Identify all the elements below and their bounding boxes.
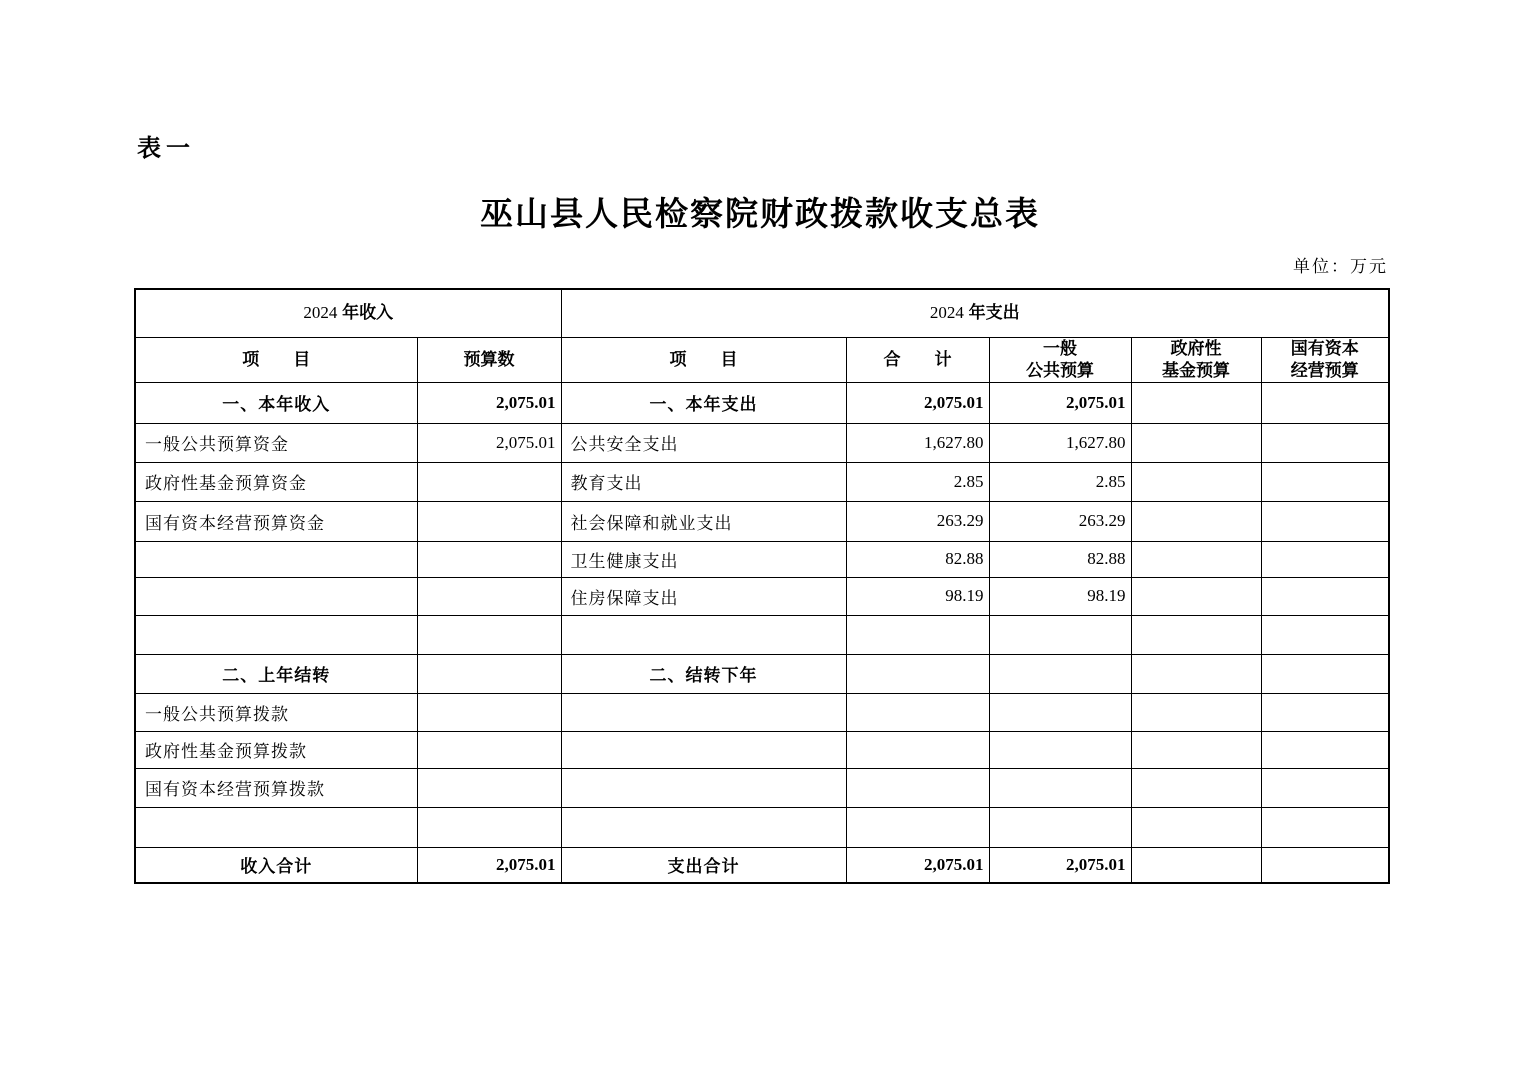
table-row [135,768,1389,807]
exp-general-cell: 2,075.01 [989,382,1131,423]
exp-item-cell: 卫生健康支出 [561,541,846,577]
col-header-income-item: 项 目 [135,337,417,382]
exp-item-cell: 二、结转下年 [561,654,846,693]
col-header-exp-state-capital [1261,337,1389,382]
table-row [135,462,1389,501]
exp-general-cell [989,654,1131,693]
income-item-cell: 一般公共预算资金 [135,423,417,462]
table-row [135,731,1389,768]
income-budget-cell [417,541,561,577]
income-item-cell: 政府性基金预算资金 [135,462,417,501]
exp-statecap-cell [1261,731,1389,768]
income-budget-cell [417,577,561,615]
table-row [135,807,1389,847]
section-header-row [135,289,1389,337]
col-header-income-budget: 预算数 [417,337,561,382]
exp-statecap-cell [1261,807,1389,847]
exp-total-cell [846,731,989,768]
exp-item-cell [561,731,846,768]
exp-item-cell [561,768,846,807]
exp-govfund-cell [1131,731,1261,768]
exp-statecap-cell [1261,423,1389,462]
exp-item-cell: 教育支出 [561,462,846,501]
exp-govfund-cell [1131,615,1261,654]
income-budget-cell [417,768,561,807]
col-header-line: 公共预算 [1026,360,1095,380]
exp-general-cell [989,693,1131,731]
expenditure-year-label: 年支出 [968,303,1020,323]
table-row [135,382,1389,423]
exp-item-cell: 住房保障支出 [561,577,846,615]
table-row [135,501,1389,541]
exp-general-cell [989,768,1131,807]
income-item-cell [135,541,417,577]
income-item-cell: 国有资本经营预算拨款 [135,768,417,807]
income-year: 2024 [303,303,338,323]
exp-govfund-cell [1131,654,1261,693]
exp-statecap-cell [1261,462,1389,501]
exp-total-cell: 98.19 [846,577,989,615]
exp-statecap-cell [1261,382,1389,423]
income-budget-cell: 2,075.01 [417,847,561,883]
income-item-cell: 收入合计 [135,847,417,883]
exp-govfund-cell [1131,423,1261,462]
exp-total-cell [846,615,989,654]
exp-general-cell: 2.85 [989,462,1131,501]
exp-item-cell [561,693,846,731]
exp-total-cell [846,807,989,847]
exp-general-cell: 1,627.80 [989,423,1131,462]
income-budget-cell [417,731,561,768]
exp-total-cell: 82.88 [846,541,989,577]
table-row [135,615,1389,654]
exp-total-cell: 1,627.80 [846,423,989,462]
exp-govfund-cell [1131,807,1261,847]
income-item-cell [135,615,417,654]
col-header-line: 国有资本 [1290,338,1359,358]
exp-item-cell: 社会保障和就业支出 [561,501,846,541]
exp-item-cell: 公共安全支出 [561,423,846,462]
exp-general-cell [989,731,1131,768]
income-item-cell: 二、上年结转 [135,654,417,693]
exp-total-cell: 2,075.01 [846,382,989,423]
exp-govfund-cell [1131,768,1261,807]
income-budget-cell: 2,075.01 [417,382,561,423]
exp-govfund-cell [1131,462,1261,501]
col-header-line: 政府性 [1170,338,1222,358]
exp-statecap-cell [1261,847,1389,883]
col-header-line: 基金预算 [1162,360,1231,380]
column-header-row [135,337,1389,382]
unit-note: 单位：万元 [1293,257,1388,276]
income-item-cell [135,577,417,615]
exp-statecap-cell [1261,577,1389,615]
exp-statecap-cell [1261,501,1389,541]
income-item-cell: 一、本年收入 [135,382,417,423]
col-header-exp-general-budget [989,337,1131,382]
col-header-exp-total: 合 计 [846,337,989,382]
table-number-label: 表一 [137,135,195,162]
exp-total-cell: 263.29 [846,501,989,541]
exp-statecap-cell [1261,693,1389,731]
exp-statecap-cell [1261,768,1389,807]
exp-item-cell [561,615,846,654]
page-title: 巫山县人民检察院财政拨款收支总表 [480,197,1040,233]
income-budget-cell: 2,075.01 [417,423,561,462]
exp-item-cell: 一、本年支出 [561,382,846,423]
exp-general-cell: 263.29 [989,501,1131,541]
exp-statecap-cell [1261,615,1389,654]
exp-total-cell [846,768,989,807]
exp-govfund-cell [1131,693,1261,731]
total-row [135,847,1389,883]
exp-govfund-cell [1131,501,1261,541]
expenditure-year: 2024 [929,303,964,323]
income-item-cell [135,807,417,847]
table-row [135,541,1389,577]
exp-govfund-cell [1131,577,1261,615]
budget-summary-table [134,288,1390,884]
exp-general-cell [989,807,1131,847]
table-row [135,423,1389,462]
income-budget-cell [417,807,561,847]
income-section-header [135,289,561,337]
col-header-line: 经营预算 [1290,360,1359,380]
table-row [135,693,1389,731]
income-budget-cell [417,654,561,693]
exp-total-cell [846,654,989,693]
income-item-cell: 国有资本经营预算资金 [135,501,417,541]
income-budget-cell [417,501,561,541]
exp-general-cell: 98.19 [989,577,1131,615]
exp-general-cell: 82.88 [989,541,1131,577]
exp-general-cell: 2,075.01 [989,847,1131,883]
table-row [135,654,1389,693]
exp-statecap-cell [1261,654,1389,693]
exp-general-cell [989,615,1131,654]
table-row [135,577,1389,615]
exp-govfund-cell [1131,847,1261,883]
income-budget-cell [417,462,561,501]
exp-total-cell: 2,075.01 [846,847,989,883]
income-year-label: 年收入 [342,303,394,323]
expenditure-section-header [561,289,1389,337]
exp-item-cell [561,807,846,847]
col-header-exp-item: 项 目 [561,337,846,382]
col-header-line: 一般 [1043,338,1078,358]
exp-item-cell: 支出合计 [561,847,846,883]
exp-govfund-cell [1131,382,1261,423]
income-budget-cell [417,693,561,731]
exp-statecap-cell [1261,541,1389,577]
exp-total-cell: 2.85 [846,462,989,501]
income-item-cell: 政府性基金预算拨款 [135,731,417,768]
income-item-cell: 一般公共预算拨款 [135,693,417,731]
income-budget-cell [417,615,561,654]
exp-total-cell [846,693,989,731]
col-header-exp-gov-fund [1131,337,1261,382]
exp-govfund-cell [1131,541,1261,577]
